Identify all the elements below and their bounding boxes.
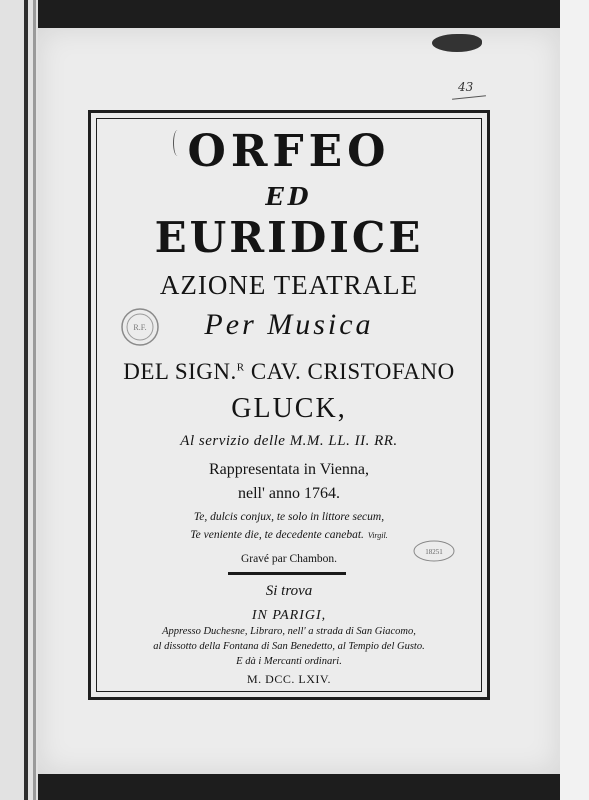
composer-superscript: R <box>236 361 245 374</box>
library-stamp <box>120 307 160 347</box>
address-line-1: Appresso Duchesne, Libraro, nell' a strada di San Giacomo, <box>162 626 416 637</box>
address-line-3: E dà i Mercanti ordinari. <box>236 656 342 667</box>
scan-background-edge <box>560 0 589 800</box>
address-line-2: al dissotto della Fontana di San Benedetto, al Tempio del Gusto. <box>153 641 425 652</box>
per-musica-line: Per Musica <box>204 308 374 341</box>
city-line: IN PARIGI, <box>251 608 327 623</box>
composer-name: GLUCK, <box>231 393 347 424</box>
spine-shadow <box>24 0 28 800</box>
inventory-number: 18251 <box>425 548 443 556</box>
spine-edge <box>33 0 36 800</box>
title-euridice: EURIDICE <box>154 213 424 262</box>
date-line: M. DCC. LXIV. <box>247 672 331 686</box>
title-orfeo: ORFEO <box>187 126 391 177</box>
year-line: nell' anno 1764. <box>238 485 340 502</box>
title-ed: ED <box>265 182 313 211</box>
stamp-text: R.F. <box>133 323 147 332</box>
quote-source: Virgil. <box>367 531 388 540</box>
si-trova-line: Si trova <box>265 583 313 599</box>
quote-text-2: Te veniente die, te decedente canebat. <box>190 529 364 541</box>
composer-line <box>96 360 482 383</box>
genre-line: AZIONE TEATRALE <box>159 270 419 300</box>
performance-line: Rappresentata in Vienna, <box>208 461 370 478</box>
quote-line-1: Te, dulcis conjux, te solo in littore secum, <box>193 511 385 523</box>
inventory-stamp <box>412 539 456 563</box>
composer-rest: CAV. CRISTOFANO <box>244 359 455 384</box>
engraver-line: Gravé par Chambon. <box>240 553 338 565</box>
horizontal-rule <box>228 572 346 575</box>
composer-prefix: DEL SIGN. <box>123 359 237 384</box>
service-line: Al servizio delle M.M. LL. II. RR. <box>180 433 398 449</box>
ink-blot <box>432 34 482 52</box>
folio-number: 43 <box>458 80 474 94</box>
